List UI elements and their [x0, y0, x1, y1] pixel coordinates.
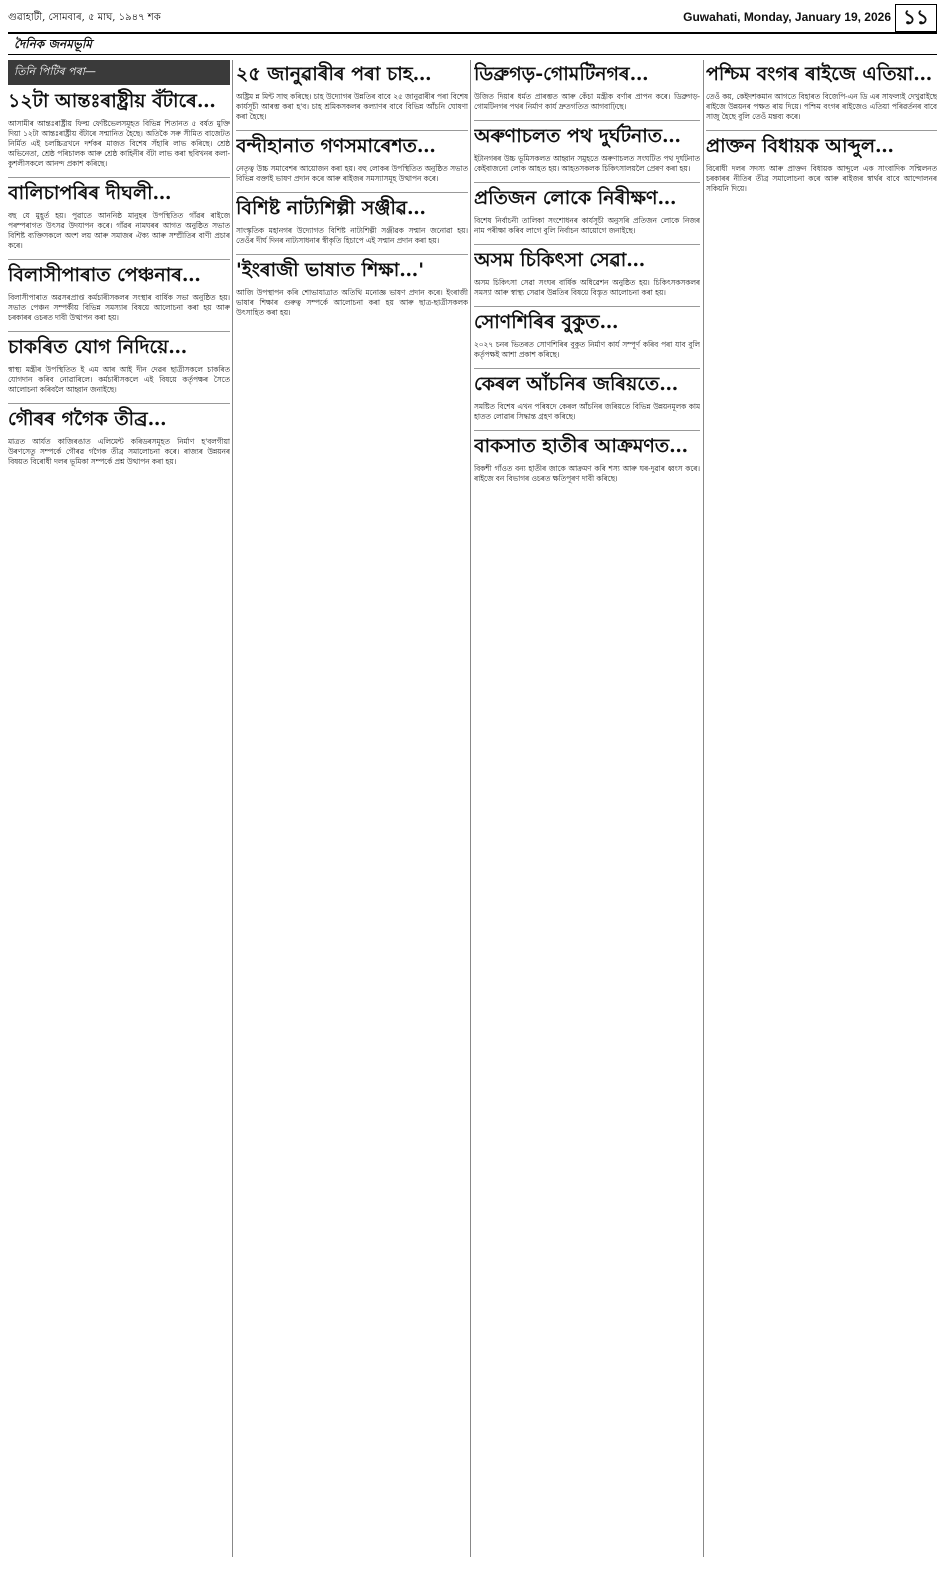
story-body: উজিত দিয়াৰ ধৰ্মত প্ৰাৰম্ভত আৰু কেঁচা মন্ত্ৰীক বৰ্ণাৰ প্ৰাপন কৰে। ডিব্ৰুগড়-গোমটিনগৰ পথৰ নিৰ্মাণ কাৰ্য দ্ৰুতগতিত আগবাঢ়িছে।	[474, 91, 700, 111]
headline[interactable]: বিশিষ্ট নাট্যশিল্পী সঞ্জীৱ…	[236, 197, 427, 219]
divider	[474, 430, 700, 431]
story-body: স্বাস্থ্য মন্ত্ৰীৰ উপস্থিতিত ই এম আৰ আই দীন দেৱৰ ছাত্ৰীসকলে চাকৰিত যোগদান কৰিব নোৱাৰিলে। কৰ্মচাৰীসকলে এই বিষয়ে কৰ্তৃপক্ষৰ সৈতে আলোচনা কৰিবলৈ আহ্বান জনাইছে।	[8, 365, 230, 395]
header-date-assamese: গুৱাহাটী, সোমবাৰ, ৫ মাঘ, ১৯৪৭ শক	[8, 12, 161, 23]
news-story	[236, 64, 468, 122]
news-story	[8, 91, 230, 169]
news-story	[474, 64, 700, 112]
headline[interactable]: বন্দীহানাত গণসমাৰেশত…	[236, 135, 436, 158]
headline[interactable]: অৰুণাচলত পথ দুৰ্ঘটনাত…	[474, 124, 682, 147]
headline[interactable]: 'ইংৰাজী ভাষাত শিক্ষা…'	[236, 258, 425, 281]
headline[interactable]: গৌৰৰ গগৈক তীব্ৰ…	[8, 408, 167, 431]
news-story	[236, 260, 468, 318]
news-story	[8, 337, 230, 395]
section-label: তিনি পিটিৰ পৰা—	[8, 60, 230, 85]
divider	[474, 120, 700, 121]
story-body: ইটানগৰৰ উচ্চ ভূমিসকলত আহ্বান সমুহতে অৰুণাচলত সংঘটিত পথ দুৰ্ঘটনাত কেইবাজনো লোক আহত হয়। আহতসকলক চিকিৎসালয়লৈ প্ৰেৰণ কৰা হয়।	[474, 153, 700, 173]
headline[interactable]: প্ৰাক্তন বিধায়ক আব্দুল…	[706, 135, 895, 158]
column-2	[236, 60, 468, 1557]
headline[interactable]: অসম চিকিৎসা সেৱা…	[474, 248, 646, 271]
headline[interactable]: প্ৰতিজন লোকে নিৰীক্ষণ…	[474, 186, 677, 209]
page-number: ১১	[895, 4, 937, 32]
header-date-english: Guwahati, Monday, January 19, 2026	[683, 10, 891, 24]
story-body: বিলাসীপাৰাত অৱসৰপ্ৰাপ্ত কৰ্মচাৰীসকলৰ সংস্থাৰ বাৰ্ষিক সভা অনুষ্ঠিত হয়। সভাত পেঞ্চন সম্পৰ্কীয় বিভিন্ন সমস্যাৰ বিষয়ে আলোচনা কৰা হয় আৰু চৰকাৰৰ ওচৰত দাবী উত্থাপন কৰা হয়।	[8, 293, 230, 323]
divider	[236, 192, 468, 193]
divider	[474, 368, 700, 369]
divider	[8, 259, 230, 260]
story-body: আসামীৰ আন্তঃৰাষ্ট্ৰীয় ফিল্ম ফেষ্টিভেলসমূহত বিভিন্ন শিতানত ৫ বৰ্ষত মুক্তি দিয়া ১২টা আন্তঃৰাষ্ট্ৰীয় বঁটাৰে সন্মানিত হৈছে। অতিকৈ সৰু সীমিত বাজেটত নিৰ্মিত এই চলচ্চিত্ৰখনে দৰ্শকৰ মাজত বিশেষ সঁহাৰি লাভ কৰিছে। শ্ৰেষ্ঠ অভিনেতা, শ্ৰেষ্ঠ পৰিচালক আৰু শ্ৰেষ্ঠ কাহিনীৰ বঁটা লাভ কৰা ছবিখনৰ কলা-কুশলীসকলে আনন্দ প্ৰকাশ কৰিছে।	[8, 118, 230, 169]
divider	[706, 130, 937, 131]
story-body: তেওঁ কয়, কেইদশকমান আগতে বিহাৰত বিজেপি-এন ডি এৰ সাফল্যই দেখুৱাইছে ৰাইজে উন্নয়নৰ পক্ষত ৰায় দিয়ে। পশ্চিম বংগৰ ৰাইজেও এতিয়া পৰিৱৰ্তনৰ বাবে সাজু হৈছে বুলি তেওঁ মন্তব্য কৰে।	[706, 91, 937, 121]
story-body: বিকশী গাঁওত বন্য হাতীৰ জাকে আক্ৰমণ কৰি শস্য আৰু ঘৰ-দুৱাৰ ধ্বংস কৰে। ৰাইজে বন বিভাগৰ ওচৰত ক্ষতিপূৰণ দাবী কৰিছে।	[474, 463, 700, 483]
story-body: ২০২৭ চনৰ ভিতৰত সোণশিৰিৰ বুকুত নিৰ্মাণ কাৰ্য সম্পূৰ্ণ কৰিব পৰা যাব বুলি কৰ্তৃপক্ষই আশা প্ৰকাশ কৰিছে।	[474, 339, 700, 359]
headline[interactable]: ১২টা আন্তঃৰাষ্ট্ৰীয় বঁটাৰে…	[8, 90, 216, 112]
divider	[8, 331, 230, 332]
story-body: সাংস্কৃতিক মহানগৰ উদ্যোগত বিশিষ্ট নাট্যশিল্পী সঞ্জীৱক সন্মান জনোৱা হয়। তেওঁৰ দীৰ্ঘ দিনৰ নাট্যসাধনাৰ স্বীকৃতি হিচাপে এই সন্মান প্ৰদান কৰা হয়।	[236, 225, 468, 245]
headline[interactable]: বালিচাপৰিৰ দীঘলী…	[8, 182, 172, 205]
news-story	[236, 198, 468, 246]
news-story	[8, 183, 230, 251]
column-divider	[470, 60, 471, 1557]
column-divider	[232, 60, 233, 1557]
divider	[236, 254, 468, 255]
brand-strip	[8, 32, 937, 55]
headline[interactable]: বিলাসীপাৰাত পেঞ্চনাৰ…	[8, 264, 201, 287]
news-story	[706, 64, 937, 122]
headline[interactable]: ডিব্ৰুগড়-গোমটিনগৰ…	[474, 63, 649, 85]
story-body: অসম চিকিৎসা সেৱা সংঘৰ বাৰ্ষিক অধিৱেশন অনুষ্ঠিত হয়। চিকিৎসকসকলৰ সমস্যা আৰু স্বাস্থ্য সেৱাৰ উন্নতিৰ বিষয়ে বিস্তৃত আলোচনা কৰা হয়।	[474, 277, 700, 297]
story-body: অষ্ট্ৰিম ন্ন মিন্ট সাহু কৰিছে। চাহ উদ্যোগৰ উন্নতিৰ বাবে ২৫ জানুৱাৰীৰ পৰা বিশেষ কাৰ্যসূচী আৰম্ভ কৰা হ'ব। চাহ শ্ৰমিকসকলৰ কল্যাণৰ বাবে বিভিন্ন আঁচনি ঘোষণা কৰা হৈছে।	[236, 91, 468, 121]
story-body: সমষ্টিত বিশেষ এখন পৰিষদে কেৰল আঁচনিৰ জৰিয়তে বিভিন্ন উন্নয়নমূলক কাম হাতত লোৱাৰ সিদ্ধান্ত গ্ৰহণ কৰিছে।	[474, 401, 700, 421]
column-4	[706, 60, 937, 1557]
column-3	[474, 60, 700, 1557]
news-story	[706, 136, 937, 194]
story-body: বিৰোধী দলৰ সদস্য আৰু প্ৰাক্তন বিধায়ক আব্দুলে এক সাংবাদিক সন্মিলনত চৰকাৰৰ নীতিৰ তীব্ৰ সমালোচনা কৰে আৰু ৰাইজৰ স্বাৰ্থৰ বাবে আন্দোলনৰ সকিয়নি দিয়ে।	[706, 163, 937, 193]
newspaper-name: দৈনিক জনমভূমি	[14, 37, 92, 51]
news-story	[8, 265, 230, 323]
headline[interactable]: চাকৰিত যোগ নিদিয়ে…	[8, 336, 188, 359]
news-story	[474, 436, 700, 484]
news-story	[474, 188, 700, 236]
headline[interactable]: পশ্চিম বংগৰ ৰাইজে এতিয়া…	[706, 63, 933, 85]
divider	[236, 130, 468, 131]
news-story	[8, 409, 230, 467]
news-story	[236, 136, 468, 184]
divider	[8, 177, 230, 178]
divider	[474, 244, 700, 245]
column-divider	[703, 60, 704, 1557]
page-header	[8, 4, 937, 32]
headline[interactable]: কেৰল আঁচনিৰ জৰিয়তে…	[474, 372, 679, 395]
headline[interactable]: ২৫ জানুৱাৰীৰ পৰা চাহ…	[236, 63, 432, 85]
divider	[474, 182, 700, 183]
divider	[474, 306, 700, 307]
headline[interactable]: সোণশিৰিৰ বুকুত…	[474, 310, 619, 333]
news-story	[474, 250, 700, 298]
story-body: বিশেষ নিৰ্বাচনী তালিকা সংশোধনৰ কাৰ্যসূচী অনুসৰি প্ৰতিজন লোকে নিজৰ নাম পৰীক্ষা কৰিব লাগে বুলি নিৰ্বাচন আয়োগে জনাইছে।	[474, 215, 700, 235]
news-story	[474, 374, 700, 422]
news-story	[474, 126, 700, 174]
divider	[8, 403, 230, 404]
story-body: বছ যে মুহূৰ্ত হয়। পুৱাতে আননিষ্ঠ মানুহৰ উপস্থিতিত গাঁৱৰ ৰাইজে পৰম্পৰাগত উৎসৱ উদযাপন কৰে। গাঁৱৰ নামঘৰৰ আগত অনুষ্ঠিত সভাত বিশিষ্ট ব্যক্তিসকলে অংশ লয় আৰু সমাজৰ ঐক্য আৰু সম্প্ৰীতিৰ বাণী প্ৰচাৰ কৰে।	[8, 211, 230, 251]
story-body: মাত্ৰত আৰ্যত কাজিৰঙাত এলিমেন্ট কৰিডৰসমূহত নিৰ্মাণ হ'বলগীয়া উৰণসেতু সম্পৰ্কে গৌৰৱ গগৈক তীব্ৰ সমালোচনা কৰে। ৰাজ্যৰ উন্নয়নৰ বিষয়ত বিৰোধী দলৰ ভূমিকা সম্পৰ্কে প্ৰশ্ন উত্থাপন কৰা হয়।	[8, 437, 230, 467]
story-body: নেতৃত্ব উচ্চ সমাবেশৰ আয়োজন কৰা হয়। বহু লোকৰ উপস্থিতিত অনুষ্ঠিত সভাত বিভিন্ন বক্তাই ভাষণ প্ৰদান কৰে আৰু ৰাইজৰ সমস্যাসমূহ উত্থাপন কৰে।	[236, 163, 468, 183]
story-body: আজি উপস্থাপন কৰি শোভাযাত্ৰাত অতিথি মনোজ্ঞ ভাষণ প্ৰদান কৰে। ইংৰাজী ভাষাৰ শিক্ষাৰ গুৰুত্ব সম্পৰ্কে আলোচনা কৰা হয় আৰু ছাত্ৰ-ছাত্ৰীসকলক উৎসাহিত কৰা হয়।	[236, 287, 468, 317]
column-1	[8, 60, 230, 1557]
headline[interactable]: বাকসাত হাতীৰ আক্ৰমণত…	[474, 434, 689, 457]
news-story	[474, 312, 700, 360]
